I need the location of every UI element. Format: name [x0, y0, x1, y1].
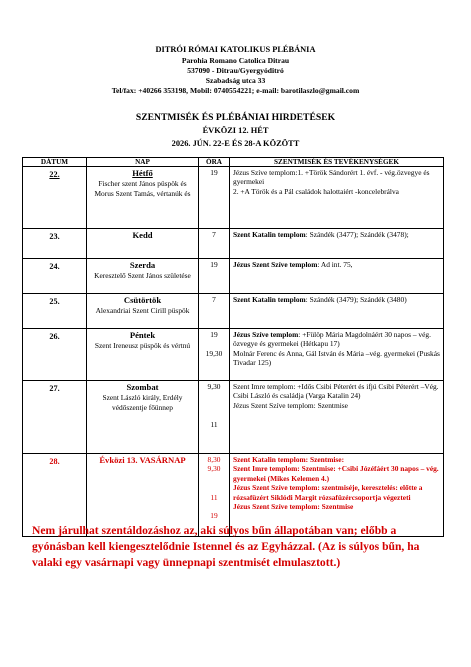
- time-value: 7: [212, 295, 216, 304]
- date-cell: 27.: [23, 381, 87, 454]
- program-line: Szándék (3479); Szándék (3480): [309, 295, 407, 304]
- church-name: Jézus Szent Szíve templom: [233, 260, 318, 269]
- time-cell: [199, 229, 230, 259]
- time-value: 7: [212, 230, 216, 239]
- program-line: +Fülöp Mária Magdolnáért 30 napos – vég. özvegye és gyermekei (Hétkapu 17): [233, 330, 431, 349]
- saint-name: Keresztelő Szent János születése: [94, 271, 191, 280]
- saint-name: Szent László király, Erdély védőszentje főünnep: [102, 393, 183, 412]
- church-name: Jézus Szíve templom: [233, 330, 299, 339]
- program-cell: [230, 167, 444, 229]
- time-cell: [199, 294, 230, 329]
- program-cell: [230, 381, 444, 454]
- time-value: 9,30: [207, 382, 221, 391]
- program-line: Molnár Ferenc és Anna, Gál István és Mária –vég. gyermekei (Puskás Tivadar 125): [233, 348, 440, 368]
- saint-name: Szent Ireneusz püspök és vértnú: [94, 341, 191, 350]
- saint-name: Fischer szent János püspök és Morus Szent Tamás, vértanúk és: [94, 179, 191, 198]
- program-line: Szándék (3477); Szándék (3478);: [309, 230, 409, 239]
- day-name: Kedd: [132, 230, 153, 240]
- header-date: DÁTUM: [23, 158, 87, 167]
- program-line: Jézus Szíve templom:1. +Török Sándorért 1. évf. - vég.özvegye és gyermekei: [233, 168, 430, 187]
- time-cell: [199, 167, 230, 229]
- time-value: 9,30: [207, 464, 221, 474]
- table-row: [23, 229, 444, 259]
- program-cell: Jézus Szíve templom: +Fülöp Mária Magdolnáért 30 napos – vég. özvegye és gyermekei (Hétkapu 17) Molnár Ferenc és Anna, Gál István és Mária –vég. gyermekei (Puskás Tivadar 125): [230, 329, 444, 381]
- day-name: Szerda: [129, 260, 156, 270]
- parish-name: DITRÓI RÓMAI KATOLIKUS PLÉBÁNIA: [155, 45, 316, 54]
- time-value: [202, 339, 226, 348]
- day-name: Péntek: [129, 330, 156, 340]
- program-line: Szent Imre templom: Szentmise: +Csibi Józéfáért 30 napos – vég. gyermekei (Mikes Kelemen 4.): [233, 464, 439, 483]
- communion-warning: Nem járulhat szentáldozáshoz az, aki súlyos bűn állapotában van; előbb a gyónásban kell kiengesztelődnie Istennel és az Egyházzal. (Az is súlyos bűn, ha valaki egy vasárnapi vagy ünnepnapi szentmisét elmulasztott.): [32, 524, 420, 569]
- program-cell: Szent Katalin templom: Szándék (3477); Szándék (3478);: [230, 229, 444, 259]
- program-cell: Szent Katalin templom: Szándék (3479); Szándék (3480): [230, 294, 444, 329]
- time-value: 19,30: [205, 348, 223, 358]
- time-value: [202, 502, 226, 511]
- time-value: 19: [210, 330, 218, 339]
- day-cell: [87, 229, 199, 259]
- table-row: [23, 167, 444, 229]
- time-cell: [199, 329, 230, 381]
- time-value: 19: [210, 260, 218, 269]
- date-cell: 23.: [23, 229, 87, 259]
- date-cell: 28.: [23, 454, 87, 537]
- day-cell: [87, 329, 199, 381]
- header-program: SZENTMISÉK ÉS TEVÉKENYSÉGEK: [230, 158, 444, 167]
- day-cell: [87, 294, 199, 329]
- time-value: [202, 391, 226, 400]
- program-line: Ad int. 75,: [320, 260, 353, 269]
- table-header-row: [23, 158, 444, 167]
- program-line: Jézus Szent Szíve templom: Szentmise: [233, 502, 354, 512]
- time-value: 11: [210, 419, 218, 429]
- table-row: [23, 294, 444, 329]
- date-cell: 22.: [23, 167, 87, 229]
- day-cell: [87, 259, 199, 294]
- time-value: 19: [210, 168, 218, 177]
- program-line: 2. +A Török és a Pál családok halottaiért -koncelebrálva: [233, 186, 399, 196]
- date-cell: 24.: [23, 259, 87, 294]
- church-name: Szent Katalin templom: [233, 230, 306, 239]
- date-range: 2026. JÚN. 22-E ÉS 28-A KÖZÖTT: [171, 139, 300, 148]
- date-cell: 25.: [23, 294, 87, 329]
- saint-name: Alexandriai Szent Cirill püspök: [95, 306, 190, 315]
- parish-latin-name: Parohia Romano Catolica Ditrau: [181, 56, 290, 65]
- date-cell: 26.: [23, 329, 87, 381]
- day-name: Szombat: [126, 382, 159, 392]
- program-line: Szent Katalin templom: Szentmise:: [233, 455, 345, 464]
- time-value: [202, 474, 226, 483]
- table-row: [23, 381, 444, 454]
- time-value: 8,30: [207, 455, 221, 464]
- time-cell: [199, 381, 230, 454]
- street-address: Szabadság utca 33: [205, 76, 266, 85]
- week-title: ÉVKÖZI 12. HÉT: [202, 126, 269, 135]
- schedule-table: [22, 157, 444, 537]
- time-cell: [199, 259, 230, 294]
- program-cell: Jézus Szent Szíve templom: Ad int. 75,: [230, 259, 444, 294]
- church-name: Szent Katalin templom: [233, 295, 306, 304]
- page-title: SZENTMISÉK ÉS PLÉBÁNIAI HIRDETÉSEK: [135, 112, 336, 123]
- day-name: Hétfő: [132, 168, 153, 178]
- time-value: [202, 483, 226, 492]
- day-cell: [87, 167, 199, 229]
- time-value: 11: [210, 492, 218, 502]
- table-row: [23, 259, 444, 294]
- time-value: 19: [210, 511, 218, 521]
- header-day: NAP: [87, 158, 199, 167]
- program-line: Jézus Szent Szíve templom: szentmiséje, keresztelés: előtte a rózsafüzért Siklódi Margit rózsafüzércsoportja végezteti: [233, 483, 423, 502]
- time-value: [202, 401, 226, 410]
- contact-line: Tel/fax: +40266 353198, Mobil: 0740554221; e-mail: barotilaszlo@gmail.com: [111, 86, 360, 95]
- header-time: ÓRA: [199, 158, 230, 167]
- program-line: Jézus Szent Szíve templom: Szentmise: [233, 400, 348, 410]
- day-cell: [87, 381, 199, 454]
- day-name: Csütörtök: [123, 295, 162, 305]
- table-row: [23, 329, 444, 381]
- postal-address: 537090 - Ditrau/Gyergyóditró: [187, 66, 284, 75]
- time-value: [202, 410, 226, 419]
- program-line: Szent Imre templom: +Idős Csibi Péterért és ifjú Csibi Péterért –Vég. Csibi László és családja (Varga Katalin 24): [233, 382, 439, 401]
- day-name: Évközi 13. VASÁRNAP: [99, 455, 186, 465]
